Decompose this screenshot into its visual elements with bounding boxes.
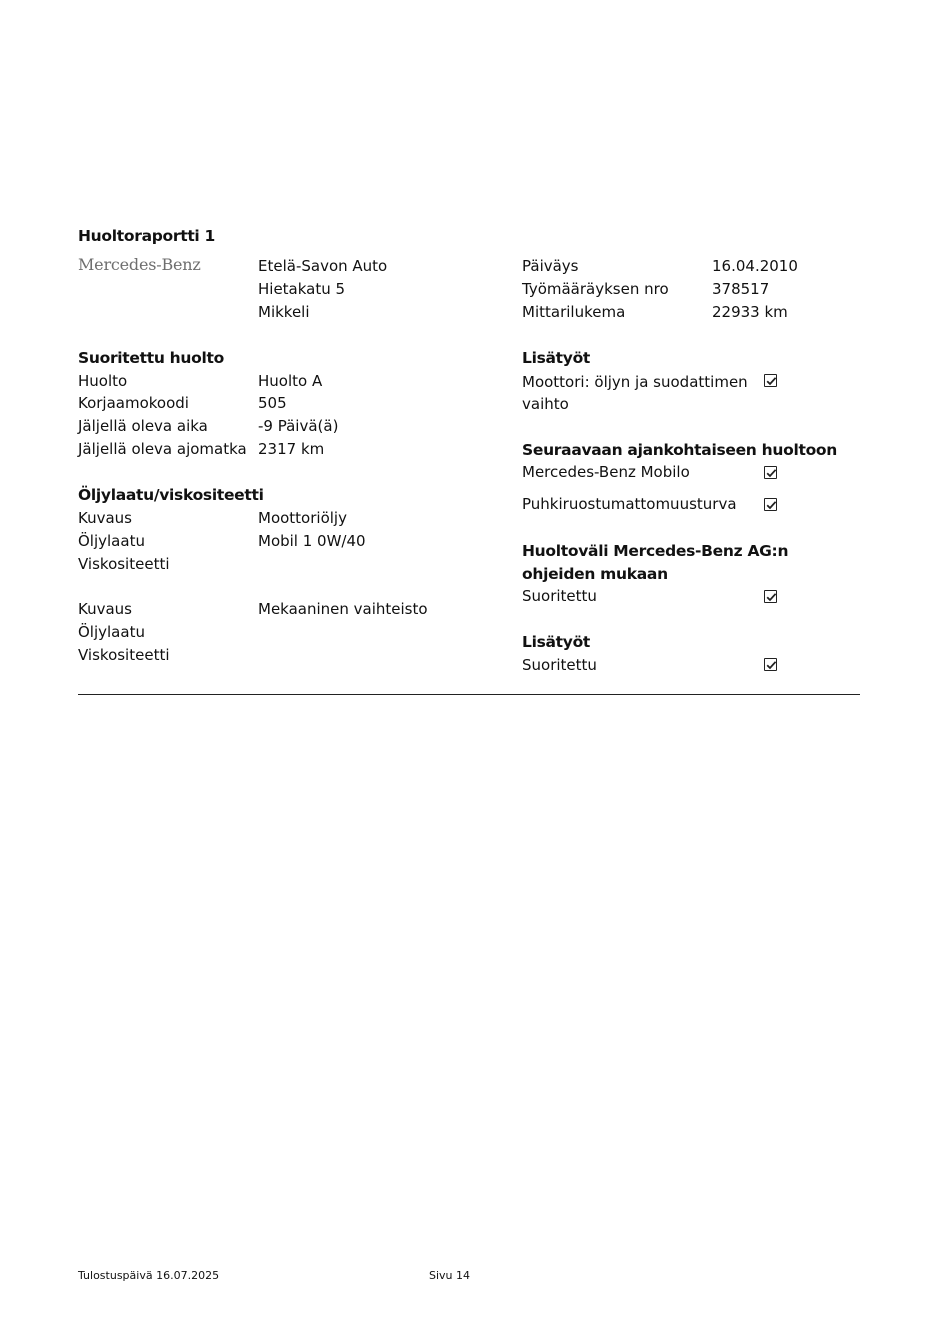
mobilo-label: Mercedes-Benz Mobilo bbox=[522, 463, 690, 481]
oil-heading: Öljylaatu/viskositeetti bbox=[78, 486, 264, 504]
remaining-time-label: Jäljellä oleva aika bbox=[78, 417, 208, 435]
oil2-viscosity-label: Viskositeetti bbox=[78, 646, 170, 664]
mercedes-benz-logo: Mercedes-Benz bbox=[78, 255, 201, 274]
extra-work-2-heading: Lisätyöt bbox=[522, 633, 591, 651]
page-number: Sivu 14 bbox=[429, 1269, 471, 1282]
dealer-name: Etelä-Savon Auto bbox=[258, 257, 388, 275]
interval-checkbox[interactable] bbox=[764, 590, 777, 603]
section-divider bbox=[78, 694, 860, 695]
extra-work-2-item: Suoritettu bbox=[522, 656, 597, 674]
service-value: Huolto A bbox=[258, 372, 323, 390]
remaining-time-value: -9 Päivä(ä) bbox=[258, 417, 339, 435]
dealer-city: Mikkeli bbox=[258, 303, 310, 321]
oil2-quality-label: Öljylaatu bbox=[78, 623, 145, 641]
oil1-quality-value: Mobil 1 0W/40 bbox=[258, 532, 366, 550]
oil2-description-value: Mekaaninen vaihteisto bbox=[258, 600, 428, 618]
work-order-value: 378517 bbox=[712, 280, 770, 298]
checkmark-icon bbox=[765, 659, 778, 672]
dealer-street: Hietakatu 5 bbox=[258, 280, 346, 298]
report-title: Huoltoraportti 1 bbox=[78, 227, 216, 245]
extra-work-checkbox[interactable] bbox=[764, 374, 777, 387]
oil1-description-label: Kuvaus bbox=[78, 509, 132, 527]
oil1-quality-label: Öljylaatu bbox=[78, 532, 145, 550]
workshop-code-value: 505 bbox=[258, 394, 287, 412]
next-service-heading: Seuraavaan ajankohtaiseen huoltoon bbox=[522, 441, 838, 459]
oil1-viscosity-label: Viskositeetti bbox=[78, 555, 170, 573]
odometer-label: Mittarilukema bbox=[522, 303, 626, 321]
remaining-distance-value: 2317 km bbox=[258, 440, 325, 458]
service-label: Huolto bbox=[78, 372, 128, 390]
print-date: Tulostuspäivä 16.07.2025 bbox=[78, 1269, 220, 1282]
rust-warranty-checkbox[interactable] bbox=[764, 498, 777, 511]
checkmark-icon bbox=[765, 467, 778, 480]
mobilo-checkbox[interactable] bbox=[764, 466, 777, 479]
extra-work-2-checkbox[interactable] bbox=[764, 658, 777, 671]
checkmark-icon bbox=[765, 499, 778, 512]
interval-item: Suoritettu bbox=[522, 587, 597, 605]
extra-work-item: Moottori: öljyn ja suodattimen vaihto bbox=[522, 373, 748, 413]
oil2-description-label: Kuvaus bbox=[78, 600, 132, 618]
workshop-code-label: Korjaamokoodi bbox=[78, 394, 189, 412]
work-order-label: Työmääräyksen nro bbox=[522, 280, 669, 298]
oil1-description-value: Moottoriöljy bbox=[258, 509, 347, 527]
extra-work-heading: Lisätyöt bbox=[522, 349, 591, 367]
odometer-value: 22933 km bbox=[712, 303, 788, 321]
rust-warranty-label: Puhkiruostumattomuusturva bbox=[522, 495, 737, 513]
checkmark-icon bbox=[765, 375, 778, 388]
date-value: 16.04.2010 bbox=[712, 257, 798, 275]
date-label: Päiväys bbox=[522, 257, 579, 275]
service-heading: Suoritettu huolto bbox=[78, 349, 224, 367]
remaining-distance-label: Jäljellä oleva ajomatka bbox=[78, 440, 247, 458]
interval-heading: Huoltoväli Mercedes-Benz AG:n ohjeiden mukaan bbox=[522, 542, 789, 583]
checkmark-icon bbox=[765, 591, 778, 604]
